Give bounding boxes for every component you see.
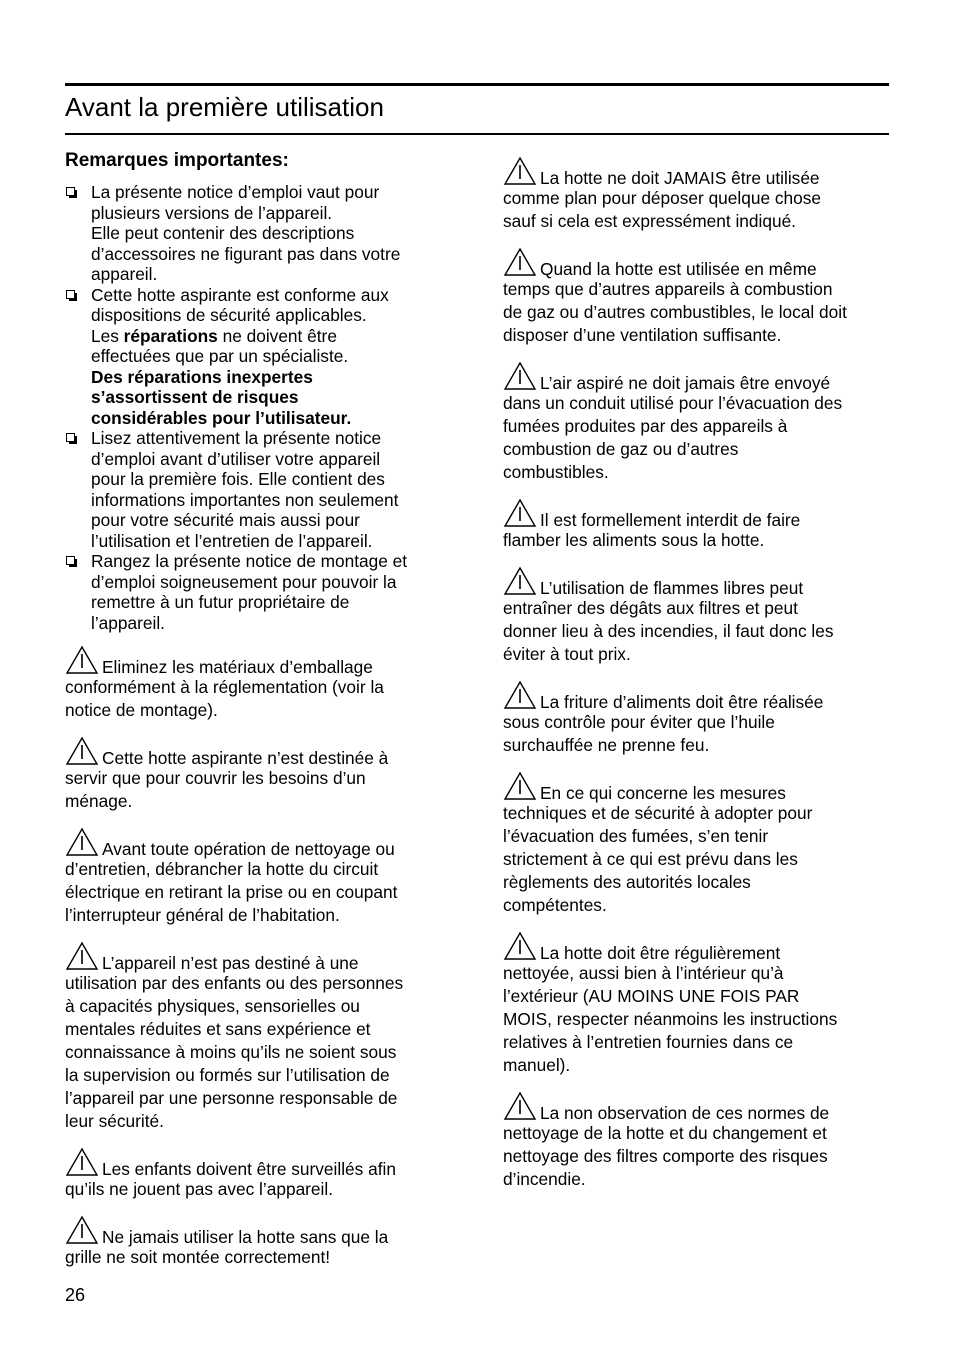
list-item: Rangez la présente notice de montage et d’emploi soigneusement pour pouvoir la remettre à un futur propriétaire de l’appareil. (65, 551, 450, 633)
header-rule-top (65, 83, 889, 86)
warning-paragraph: Ne jamais utiliser la hotte sans que la grille ne soit montée correctement! (65, 1215, 450, 1269)
warning-text: La hotte ne doit JAMAIS être utilisée (540, 168, 820, 188)
warning-triangle-icon (503, 1091, 537, 1121)
warning-text: Les enfants doivent être surveillés afin (102, 1159, 396, 1179)
warning-triangle-icon (503, 931, 537, 961)
warning-paragraph: Eliminez les matériaux d’emballage conformément à la réglementation (voir la notice de montage). (65, 645, 450, 722)
warning-triangle-icon (503, 771, 537, 801)
warning-triangle-icon (65, 736, 99, 766)
warning-text: Ne jamais utiliser la hotte sans que la (102, 1227, 389, 1247)
warning-triangle-icon (65, 1215, 99, 1245)
warning-text: L’appareil n’est pas destiné à une (102, 953, 359, 973)
repair-line: Les réparations ne doivent être (91, 325, 337, 346)
checkbox-bullet-icon (66, 433, 75, 442)
header-rule-bottom (65, 133, 889, 135)
warning-paragraph: L’appareil n’est pas destiné à une utilisation par des enfants ou des personnes à capacités physiques, sensorielles ou mentales réduites et sans expérience et connaissance à moins qu’ils ne soient sous la supervision ou formés sur l’utilisation de l’appareil par une personne responsable de leur sécurité. (65, 941, 450, 1133)
warning-paragraph: L’utilisation de flammes libres peut entraîner des dégâts aux filtres et peut donner lieu à des incendies, il faut donc les éviter à tout prix. (503, 566, 893, 666)
warning-text: En ce qui concerne les mesures (540, 783, 786, 803)
warning-triangle-icon (503, 566, 537, 596)
warnings-left (65, 645, 450, 1269)
remarques-list (65, 182, 450, 633)
warning-text: Quand la hotte est utilisée en même (540, 259, 817, 279)
warning-paragraph: La hotte ne doit JAMAIS être utilisée comme plan pour déposer quelque chose sauf si cela est expressément indiqué. (503, 156, 893, 233)
warning-triangle-icon (65, 941, 99, 971)
warning-text: La friture d’aliments doit être réalisée (540, 692, 824, 712)
warning-text: La non observation de ces normes de (540, 1103, 830, 1123)
checkbox-bullet-icon (66, 556, 75, 565)
warning-triangle-icon (65, 645, 99, 675)
warning-paragraph: La hotte doit être régulièrement nettoyée, aussi bien à l’intérieur qu’à l’extérieur (AU MOINS UNE FOIS PAR MOIS, respecter néanmoins les instructions relatives à l’entretien fournies dans ce manuel). (503, 931, 893, 1077)
warning-text: Cette hotte aspirante n’est destinée à (102, 748, 389, 768)
warning-text: L’utilisation de flammes libres peut (540, 578, 804, 598)
list-item: Lisez attentivement la présente notice d’emploi avant d’utiliser votre appareil pour la première fois. Elle contient des informations importantes non seulement pour votre sécurité mais aussi pour l’utilisation et l’entretien de l’appareil. (65, 428, 450, 551)
warning-text: Eliminez les matériaux d’emballage (102, 657, 373, 677)
warning-text: L’air aspiré ne doit jamais être envoyé (540, 373, 831, 393)
warning-paragraph: En ce qui concerne les mesures techniques et de sécurité à adopter pour l’évacuation des fumées, s’en tenir strictement à ce qui est prévu dans les règlements des autorités locales compétentes. (503, 771, 893, 917)
warning-paragraph: Avant toute opération de nettoyage ou d’entretien, débrancher la hotte du circuit électrique en retirant la prise ou en coupant l’interrupteur général de l’habitation. (65, 827, 450, 927)
warning-triangle-icon (503, 498, 537, 528)
warning-triangle-icon (503, 247, 537, 277)
page-number: 26 (65, 1285, 86, 1305)
warning-triangle-icon (503, 156, 537, 186)
checkbox-bullet-icon (66, 187, 75, 196)
list-item: Cette hotte aspirante est conforme aux dispositions de sécurité applicables. Les réparations ne doivent être effectuées que par un spécialiste. Des réparations inexpertes s’assortissent de risques considérables pour l’utilisateur. (65, 285, 450, 429)
page-title: Avant la première utilisation (65, 92, 384, 122)
warning-paragraph: L’air aspiré ne doit jamais être envoyé dans un conduit utilisé pour l’évacuation des fumées produites par des appareils à combustion de gaz ou d’autres combustibles. (503, 361, 893, 484)
list-item: La présente notice d’emploi vaut pour plusieurs versions de l’appareil. Elle peut contenir des descriptions d’accessoires ne figurant pas dans votre appareil. (65, 182, 450, 285)
warnings-right (503, 156, 893, 1205)
checkbox-bullet-icon (66, 290, 75, 299)
warning-paragraph: Les enfants doivent être surveillés afin qu’ils ne jouent pas avec l’appareil. (65, 1147, 450, 1201)
warning-text: Avant toute opération de nettoyage ou (102, 839, 395, 859)
warning-paragraph: La friture d’aliments doit être réalisée sous contrôle pour éviter que l’huile surchauffée ne prenne feu. (503, 680, 893, 757)
warning-text: La hotte doit être régulièrement (540, 943, 781, 963)
warning-paragraph: La non observation de ces normes de nettoyage de la hotte et du changement et nettoyage des filtres comporte des risques d’incendie. (503, 1091, 893, 1191)
warning-paragraph: Il est formellement interdit de faire flamber les aliments sous la hotte. (503, 498, 893, 552)
section-heading: Remarques importantes: (65, 150, 289, 171)
warning-triangle-icon (503, 361, 537, 391)
warning-triangle-icon (65, 827, 99, 857)
warning-paragraph: Cette hotte aspirante n’est destinée à servir que pour couvrir les besoins d’un ménage. (65, 736, 450, 813)
warning-text: Il est formellement interdit de faire (540, 510, 801, 530)
warning-triangle-icon (65, 1147, 99, 1177)
warning-paragraph: Quand la hotte est utilisée en même temps que d’autres appareils à combustion de gaz ou d’autres combustibles, le local doit disposer d’une ventilation suffisante. (503, 247, 893, 347)
warning-triangle-icon (503, 680, 537, 710)
left-column (65, 148, 450, 1283)
